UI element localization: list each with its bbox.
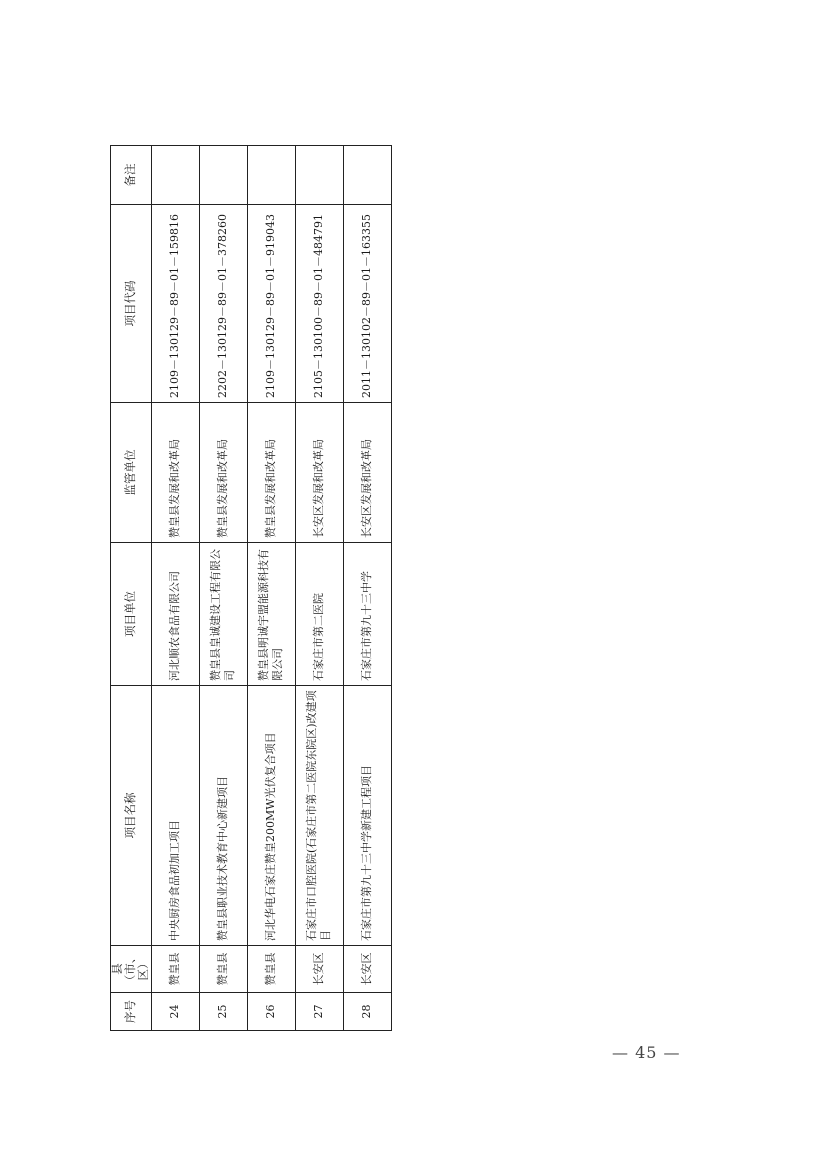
table-row [247,146,295,1031]
cell-project-unit: 赞皇县皇诚建设工程有限公司 [199,543,247,686]
cell-county: 赞皇县 [151,946,199,993]
table-row [151,146,199,1031]
cell-project-unit: 赞皇县明诚宇盟能源科技有限公司 [247,543,295,686]
cell-supervisor: 赞皇县发展和改革局 [247,403,295,543]
cell-project-unit: 河北顺农食品有限公司 [151,543,199,686]
cell-remarks [295,146,343,205]
cell-project-name: 中央厨房食品初加工项目 [151,686,199,946]
header-project-code: 项目代码 [111,205,152,403]
cell-supervisor: 赞皇县发展和改革局 [151,403,199,543]
cell-supervisor: 长安区发展和改革局 [295,403,343,543]
cell-supervisor: 长安区发展和改革局 [343,403,391,543]
cell-project-code: 2105－130100－89－01－484791 [295,205,343,403]
table-row [295,146,343,1031]
project-table [110,145,392,1031]
cell-project-code: 2109－130129－89－01－159816 [151,205,199,403]
header-county: 县 （市、区） [111,946,152,993]
header-project-name: 项目名称 [111,686,152,946]
cell-county: 长安区 [343,946,391,993]
page-number: — 45 — [612,1043,681,1062]
cell-index: 26 [247,993,295,1031]
cell-index: 28 [343,993,391,1031]
cell-project-code: 2202－130129－89－01－378260 [199,205,247,403]
cell-index: 27 [295,993,343,1031]
cell-project-code: 2011－130102－89－01－163355 [343,205,391,403]
cell-supervisor: 赞皇县发展和改革局 [199,403,247,543]
header-index: 序号 [111,993,152,1031]
cell-remarks [247,146,295,205]
cell-project-name: 石家庄市口腔医院(石家庄市第二医院东院区)改建项目 [295,686,343,946]
cell-county: 长安区 [295,946,343,993]
cell-project-name: 河北华电石家庄赞皇200MW光伏复合项目 [247,686,295,946]
cell-project-name: 石家庄市第九十三中学新建工程项目 [343,686,391,946]
cell-index: 24 [151,993,199,1031]
cell-remarks [343,146,391,205]
cell-index: 25 [199,993,247,1031]
cell-project-name: 赞皇县职业技术教育中心新建项目 [199,686,247,946]
cell-county: 赞皇县 [199,946,247,993]
cell-county: 赞皇县 [247,946,295,993]
table-row [199,146,247,1031]
cell-project-code: 2109－130129－89－01－919043 [247,205,295,403]
cell-project-unit: 石家庄市第九十三中学 [343,543,391,686]
header-project-unit: 项目单位 [111,543,152,686]
rotated-table-wrapper [110,146,384,1031]
table-header-row [111,146,152,1031]
header-remarks: 备注 [111,146,152,205]
cell-remarks [151,146,199,205]
table-row [343,146,391,1031]
cell-remarks [199,146,247,205]
cell-project-unit: 石家庄市第二医院 [295,543,343,686]
header-supervisor: 监管单位 [111,403,152,543]
